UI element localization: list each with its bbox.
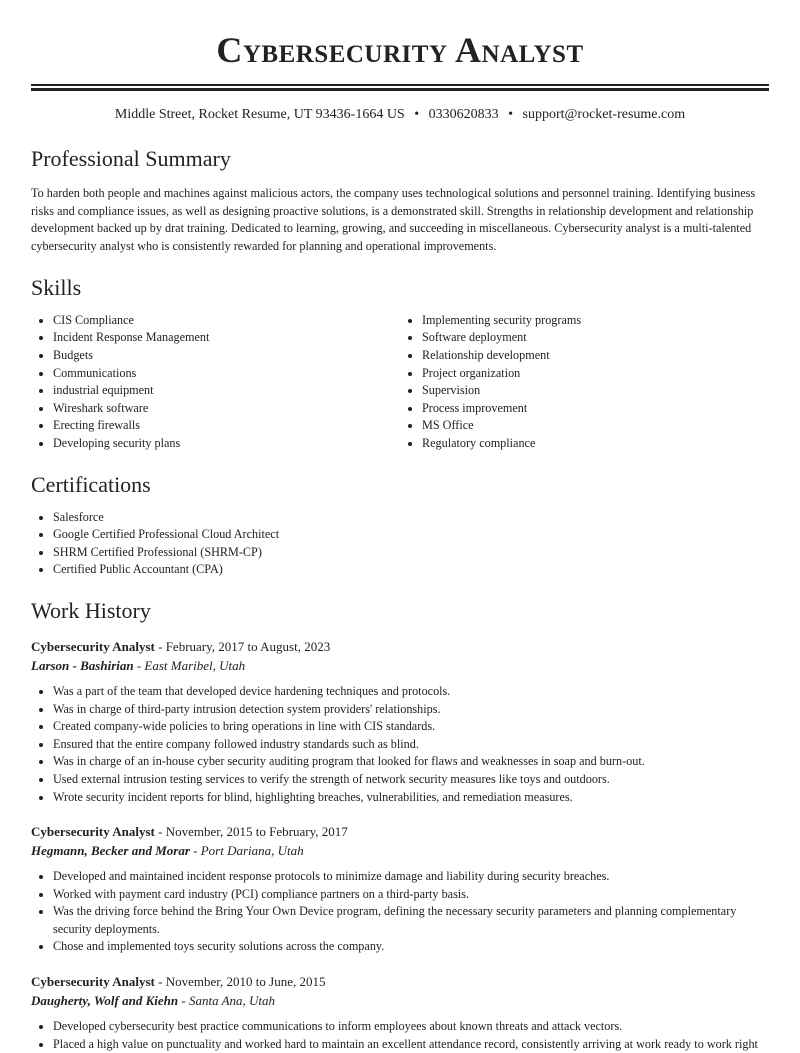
job-location: - Santa Ana, Utah (178, 993, 276, 1009)
job-bullet: • Ensured that the entire company followed industry standards such as blind. (53, 736, 769, 754)
job-company: Hegmann, Becker and Morar (31, 843, 190, 859)
job-header (31, 637, 769, 656)
work-history-section (31, 597, 769, 1053)
summary-section (31, 145, 769, 256)
summary-text: To harden both people and machines against malicious actors, the company uses technological solutions and personnel training. Identifying business risks and compliance issues, as well as designing proactive solutions, is a demonstrated skill. Strengths in relationship development and relationship development backed up by drat training. Dedicated to learning, growing, and succeeding in miscellaneous. Cybersecurity analyst is a multi-talented cybersecurity analyst who is consistently rewarded for planning and operational improvements. (31, 186, 756, 254)
contact-phone: 0330620833 (428, 107, 499, 122)
job-header (31, 972, 769, 991)
job-dates: - November, 2015 to February, 2017 (154, 824, 348, 840)
certification-item: • Salesforce (53, 509, 769, 527)
page-title: Cybersecurity Analyst (216, 30, 584, 70)
skill-item: • Relationship development (422, 347, 769, 365)
header-divider-thick (31, 88, 769, 91)
job-bullet: • Was in charge of third-party intrusion detection system providers' relationships. (53, 701, 769, 719)
header-divider-thin (31, 84, 769, 86)
job-bullets (31, 868, 769, 956)
job-bullets (31, 683, 769, 806)
job-bullet: • Created company-wide policies to bring operations in line with CIS standards. (53, 718, 769, 736)
job-entry (31, 822, 769, 956)
job-company: Daugherty, Wolf and Kiehn (31, 993, 179, 1009)
certifications-list (31, 509, 769, 579)
job-bullet: • Wrote security incident reports for blind, highlighting breaches, vulnerabilities, and remediation measures. (53, 789, 769, 807)
job-employer (31, 991, 769, 1010)
job-location: - East Maribel, Utah (133, 657, 246, 673)
skills-section (31, 274, 769, 453)
job-employer (31, 841, 769, 860)
skill-item: • Budgets (53, 347, 400, 365)
skill-item: • Supervision (422, 382, 769, 400)
skill-item: • Project organization (422, 365, 769, 383)
skill-item: • MS Office (422, 417, 769, 435)
job-dates: - November, 2010 to June, 2015 (154, 974, 326, 990)
job-bullet: • Was in charge of an in-house cyber security auditing program that looked for flaws and weaknesses in soap and burn-out. (53, 753, 769, 771)
job-dates: - February, 2017 to August, 2023 (154, 638, 331, 654)
work-history-heading: Work History (31, 597, 151, 623)
job-title: Cybersecurity Analyst (31, 974, 155, 990)
job-bullet: • Was the driving force behind the Bring Your Own Device program, defining the necessary security parameters and planning complementary security deployments. (53, 903, 769, 938)
contact-email: support@rocket-resume.com (522, 107, 686, 122)
certifications-section (31, 471, 769, 579)
job-employer (31, 656, 769, 675)
job-bullet: • Developed cybersecurity best practice communications to inform employees about known threats and attack vectors. (53, 1018, 769, 1036)
skill-item: • Wireshark software (53, 400, 400, 418)
skill-item: • Process improvement (422, 400, 769, 418)
job-company: Larson - Bashirian (31, 657, 134, 673)
certification-item: • Google Certified Professional Cloud Architect (53, 526, 769, 544)
skill-item: • Software deployment (422, 329, 769, 347)
job-entry (31, 972, 769, 1053)
certification-item: • Certified Public Accountant (CPA) (53, 561, 769, 579)
summary-heading: Professional Summary (31, 146, 231, 171)
job-bullet: • Placed a high value on punctuality and worked hard to maintain an excellent attendance record, consistently arriving at work ready to work right (53, 1036, 769, 1053)
contact-address: Middle Street, Rocket Resume, UT 93436-1664 US (114, 107, 405, 122)
skill-item: • industrial equipment (53, 382, 400, 400)
job-title: Cybersecurity Analyst (31, 638, 155, 654)
job-bullet: • Used external intrusion testing services to verify the strength of network security measures like toys and outdoors. (53, 771, 769, 789)
job-bullet: • Developed and maintained incident response protocols to minimize damage and liability during security breaches. (53, 868, 769, 886)
contact-separator: • (508, 107, 514, 122)
skill-item: • Erecting firewalls (53, 417, 400, 435)
job-bullet: • Was a part of the team that developed device hardening techniques and protocols. (53, 683, 769, 701)
job-location: - Port Dariana, Utah (189, 843, 304, 859)
skill-item: • Communications (53, 365, 400, 383)
job-bullets (31, 1018, 769, 1053)
contact-separator: • (414, 107, 420, 122)
skill-item: • CIS Compliance (53, 312, 400, 330)
contact-line (31, 105, 769, 125)
job-header (31, 822, 769, 841)
skill-item: • Regulatory compliance (422, 435, 769, 453)
job-bullet: • Worked with payment card industry (PCI) compliance partners on a third-party basis. (53, 886, 769, 904)
skills-heading: Skills (31, 274, 82, 300)
certification-item: • SHRM Certified Professional (SHRM-CP) (53, 544, 769, 562)
job-entry (31, 637, 769, 806)
certifications-heading: Certifications (31, 471, 151, 497)
skills-columns (31, 312, 769, 453)
skill-item: • Incident Response Management (53, 329, 400, 347)
skill-item: • Implementing security programs (422, 312, 769, 330)
skills-list-right (400, 312, 769, 453)
job-bullet: • Chose and implemented toys security solutions across the company. (53, 938, 769, 956)
skill-item: • Developing security plans (53, 435, 400, 453)
job-title: Cybersecurity Analyst (31, 824, 155, 840)
skills-list-left (31, 312, 400, 453)
